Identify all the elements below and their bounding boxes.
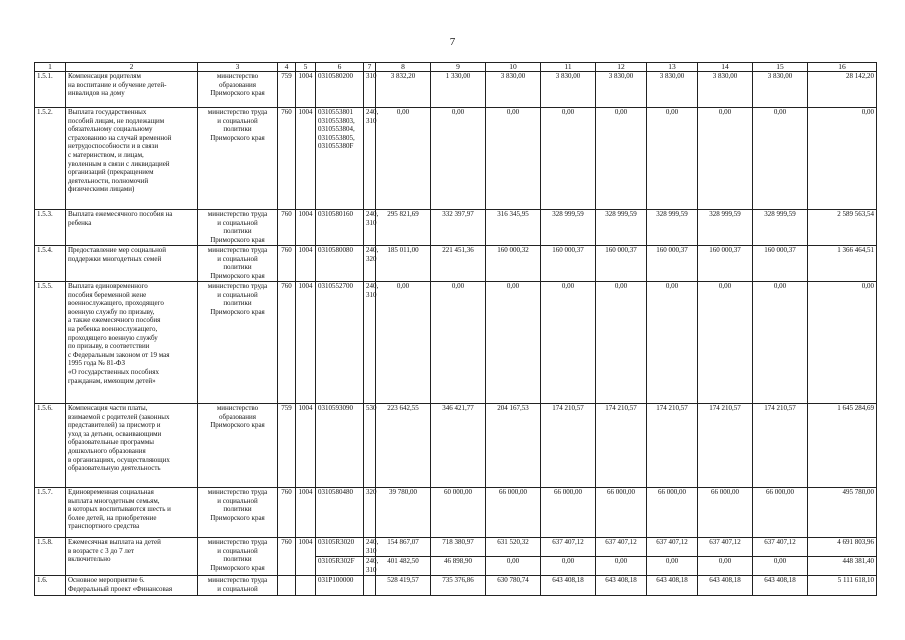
table-row bbox=[35, 282, 877, 404]
section-code: 1004 bbox=[296, 72, 316, 108]
year-value: 66 000,00 bbox=[596, 488, 647, 538]
year-value: 0,00 bbox=[753, 108, 808, 210]
column-number: 14 bbox=[698, 63, 753, 72]
year-value: 66 000,00 bbox=[541, 488, 596, 538]
expense-type-code: 240, 310 bbox=[364, 108, 376, 210]
column-number: 1 bbox=[35, 63, 66, 72]
table-row bbox=[35, 108, 877, 210]
column-number-row bbox=[35, 63, 877, 72]
expense-type-code bbox=[364, 576, 376, 596]
table-row bbox=[35, 72, 877, 108]
year-value: 66 000,00 bbox=[486, 488, 541, 538]
item-name: Компенсация родителям на воспитание и обучение детей- инвалидов на дому bbox=[66, 72, 198, 108]
year-value: 3 830,00 bbox=[486, 72, 541, 108]
table-row bbox=[35, 246, 877, 282]
target-article-code: 0310580200 bbox=[316, 72, 364, 108]
year-value: 0,00 bbox=[541, 282, 596, 404]
year-value-secondary: 0,00 bbox=[773, 557, 787, 565]
year-value: 316 345,95 bbox=[486, 210, 541, 246]
section-code: 1004 bbox=[296, 488, 316, 538]
year-value-primary: 631 520,32 bbox=[486, 538, 540, 557]
column-number: 5 bbox=[296, 63, 316, 72]
table-row bbox=[35, 576, 877, 596]
expense-type-code: 240, 310 bbox=[364, 282, 376, 404]
target-article-code-secondary: 03105R302F bbox=[318, 557, 355, 565]
table-row bbox=[35, 488, 877, 538]
expense-type-code: 320 bbox=[364, 488, 376, 538]
item-name: Выплата ежемесячного пособия на ребенка bbox=[66, 210, 198, 246]
year-value: 0,00 bbox=[596, 282, 647, 404]
year-value-primary: 637 407,12 bbox=[541, 538, 595, 557]
year-value: 160 000,37 bbox=[541, 246, 596, 282]
year-value: 3 830,00 bbox=[596, 72, 647, 108]
item-name: Выплата единовременного пособия беременной жене военнослужащего, проходящего военную службу по призыву, а также ежемесячного пособия на ребенка военнослужащего, проходящего военную службу по призыву, в соответствии с Федеральным законом от 19 мая 1995 года № 81-ФЗ «О государственных пособиях гражданам, имеющим детей» bbox=[66, 282, 198, 404]
year-value: 160 000,37 bbox=[753, 246, 808, 282]
year-value bbox=[753, 538, 808, 576]
year-value: 160 000,37 bbox=[596, 246, 647, 282]
grbs-code: 760 bbox=[278, 488, 296, 538]
year-value: 630 780,74 bbox=[486, 576, 541, 596]
year-value-secondary: 0,00 bbox=[614, 557, 628, 565]
column-number: 13 bbox=[647, 63, 698, 72]
total-value: 1 645 284,69 bbox=[808, 404, 877, 488]
column-number: 4 bbox=[278, 63, 296, 72]
executor: министерство труда и социальной политики Приморского края bbox=[198, 108, 278, 210]
year-value: 3 832,20 bbox=[376, 72, 431, 108]
executor: министерство труда и социальной политики Приморского края bbox=[198, 210, 278, 246]
year-value: 0,00 bbox=[431, 282, 486, 404]
year-value-secondary: 0,00 bbox=[665, 557, 679, 565]
item-name: Предоставление мер социальной поддержки многодетных семей bbox=[66, 246, 198, 282]
year-value: 3 830,00 bbox=[698, 72, 753, 108]
grbs-code: 760 bbox=[278, 108, 296, 210]
item-number: 1.5.4. bbox=[35, 246, 66, 282]
year-value bbox=[376, 538, 431, 576]
year-value: 60 000,00 bbox=[431, 488, 486, 538]
year-value: 160 000,37 bbox=[698, 246, 753, 282]
column-number: 6 bbox=[316, 63, 364, 72]
target-article-code bbox=[316, 538, 364, 576]
total-value: 0,00 bbox=[808, 282, 877, 404]
total-value: 28 142,20 bbox=[808, 72, 877, 108]
year-value: 66 000,00 bbox=[753, 488, 808, 538]
section-code: 1004 bbox=[296, 246, 316, 282]
total-value: 2 589 563,54 bbox=[808, 210, 877, 246]
expense-type-code-secondary: 240, 310 bbox=[366, 557, 379, 574]
target-article-code: 0310580480 bbox=[316, 488, 364, 538]
grbs-code: 760 bbox=[278, 246, 296, 282]
year-value: 174 210,57 bbox=[753, 404, 808, 488]
section-code bbox=[296, 576, 316, 596]
item-number: 1.5.5. bbox=[35, 282, 66, 404]
expense-type-code: 530 bbox=[364, 404, 376, 488]
year-value: 0,00 bbox=[486, 282, 541, 404]
year-value: 528 419,57 bbox=[376, 576, 431, 596]
executor: министерство труда и социальной политики Приморского края bbox=[198, 282, 278, 404]
year-value bbox=[647, 538, 698, 576]
section-code: 1004 bbox=[296, 108, 316, 210]
total-value bbox=[808, 538, 877, 576]
year-value: 3 830,00 bbox=[647, 72, 698, 108]
year-value: 328 999,59 bbox=[596, 210, 647, 246]
item-number: 1.5.3. bbox=[35, 210, 66, 246]
year-value: 643 408,18 bbox=[541, 576, 596, 596]
year-value: 328 999,59 bbox=[647, 210, 698, 246]
budget-table bbox=[34, 62, 877, 596]
year-value: 643 408,18 bbox=[698, 576, 753, 596]
section-code: 1004 bbox=[296, 282, 316, 404]
year-value: 643 408,18 bbox=[647, 576, 698, 596]
executor: министерство образования Приморского края bbox=[198, 72, 278, 108]
total-value-primary: 4 691 803,96 bbox=[808, 538, 876, 557]
year-value-primary: 637 407,12 bbox=[647, 538, 697, 557]
total-value: 1 366 464,51 bbox=[808, 246, 877, 282]
year-value: 328 999,59 bbox=[541, 210, 596, 246]
year-value bbox=[541, 538, 596, 576]
year-value: 332 397,97 bbox=[431, 210, 486, 246]
grbs-code: 759 bbox=[278, 72, 296, 108]
year-value: 0,00 bbox=[698, 282, 753, 404]
executor: министерство образования Приморского края bbox=[198, 404, 278, 488]
total-value: 0,00 bbox=[808, 108, 877, 210]
item-number: 1.5.7. bbox=[35, 488, 66, 538]
expense-type-code: 240, 310 bbox=[364, 210, 376, 246]
executor: министерство труда и социальной политики Приморского края bbox=[198, 246, 278, 282]
total-value: 5 111 618,10 bbox=[808, 576, 877, 596]
column-number: 11 bbox=[541, 63, 596, 72]
year-value: 643 408,18 bbox=[596, 576, 647, 596]
year-value bbox=[698, 538, 753, 576]
year-value-primary: 718 380,97 bbox=[431, 538, 485, 557]
year-value: 1 330,00 bbox=[431, 72, 486, 108]
year-value: 160 000,32 bbox=[486, 246, 541, 282]
year-value bbox=[596, 538, 647, 576]
expense-type-code bbox=[364, 538, 379, 576]
grbs-code: 759 bbox=[278, 404, 296, 488]
item-number: 1.5.8. bbox=[35, 538, 66, 576]
column-number: 7 bbox=[364, 63, 376, 72]
year-value: 160 000,37 bbox=[647, 246, 698, 282]
year-value-secondary: 46 898,90 bbox=[444, 557, 472, 565]
column-number: 2 bbox=[66, 63, 198, 72]
column-number: 3 bbox=[198, 63, 278, 72]
year-value: 328 999,59 bbox=[698, 210, 753, 246]
target-article-code: 0310553801 0310553803, 0310553804, 0310553805, 031055380F bbox=[316, 108, 364, 210]
section-code: 1004 bbox=[296, 404, 316, 488]
year-value: 174 210,57 bbox=[596, 404, 647, 488]
target-article-code: 0310580080 bbox=[316, 246, 364, 282]
year-value: 328 999,59 bbox=[753, 210, 808, 246]
item-name: Компенсация части платы, взимаемой с родителей (законных представителей) за присмотр и уход за детьми, осваивающими образовательные программы дошкольного образования в организациях, осуществляющих образовательную деятельность bbox=[66, 404, 198, 488]
item-name: Основное мероприятие 6. Федеральный проект «Финансовая bbox=[66, 576, 198, 596]
year-value: 66 000,00 bbox=[647, 488, 698, 538]
year-value: 0,00 bbox=[647, 108, 698, 210]
year-value: 0,00 bbox=[698, 108, 753, 210]
item-name: Выплата государственных пособий лицам, не подлежащим обязательному социальному страхованию на случай временной нетрудоспособности и в связи с материнством, и лицам, уволенным в связи с ликвидацией организаций (прекращением деятельности, полномочий физическими лицами) bbox=[66, 108, 198, 210]
year-value: 643 408,18 bbox=[753, 576, 808, 596]
grbs-code bbox=[278, 576, 296, 596]
item-number: 1.5.2. bbox=[35, 108, 66, 210]
table-row bbox=[35, 210, 877, 246]
page-number: 7 bbox=[449, 36, 456, 48]
year-value: 223 642,55 bbox=[376, 404, 431, 488]
year-value: 0,00 bbox=[647, 282, 698, 404]
year-value: 0,00 bbox=[431, 108, 486, 210]
expense-type-code: 240, 320 bbox=[364, 246, 376, 282]
column-number: 10 bbox=[486, 63, 541, 72]
column-number: 16 bbox=[808, 63, 877, 72]
table-row bbox=[35, 538, 877, 576]
column-number: 12 bbox=[596, 63, 647, 72]
grbs-code: 760 bbox=[278, 538, 296, 576]
item-number: 1.5.6. bbox=[35, 404, 66, 488]
year-value: 221 451,36 bbox=[431, 246, 486, 282]
section-code: 1004 bbox=[296, 538, 316, 576]
grbs-code: 760 bbox=[278, 210, 296, 246]
year-value: 295 821,69 bbox=[376, 210, 431, 246]
executor: министерство труда и социальной bbox=[198, 576, 278, 596]
year-value: 0,00 bbox=[596, 108, 647, 210]
year-value-secondary: 0,00 bbox=[561, 557, 575, 565]
section-code: 1004 bbox=[296, 210, 316, 246]
year-value: 3 830,00 bbox=[753, 72, 808, 108]
year-value-secondary: 0,00 bbox=[718, 557, 732, 565]
year-value: 0,00 bbox=[541, 108, 596, 210]
year-value: 0,00 bbox=[376, 282, 431, 404]
year-value bbox=[486, 538, 541, 576]
grbs-code: 760 bbox=[278, 282, 296, 404]
year-value-primary: 637 407,12 bbox=[753, 538, 807, 557]
year-value-primary: 637 407,12 bbox=[596, 538, 646, 557]
year-value: 174 210,57 bbox=[698, 404, 753, 488]
item-number: 1.5.1. bbox=[35, 72, 66, 108]
year-value: 66 000,00 bbox=[698, 488, 753, 538]
target-article-code: 031P100000 bbox=[316, 576, 364, 596]
column-number: 15 bbox=[753, 63, 808, 72]
year-value: 174 210,57 bbox=[647, 404, 698, 488]
expense-type-code: 310 bbox=[364, 72, 376, 108]
year-value: 346 421,77 bbox=[431, 404, 486, 488]
expense-type-code-primary: 240, 310 bbox=[364, 538, 375, 557]
year-value-secondary: 0,00 bbox=[506, 557, 520, 565]
year-value-primary: 154 867,07 bbox=[376, 538, 430, 557]
year-value bbox=[431, 538, 486, 576]
year-value: 0,00 bbox=[376, 108, 431, 210]
year-value: 735 376,86 bbox=[431, 576, 486, 596]
item-name: Единовременная социальная выплата многодетным семьям, в которых воспитываются шесть и более детей, на приобретение транспортного средства bbox=[66, 488, 198, 538]
year-value-secondary: 401 482,50 bbox=[387, 557, 419, 565]
item-name: Ежемесячная выплата на детей в возрасте с 3 до 7 лет включительно bbox=[66, 538, 198, 576]
executor: министерство труда и социальной политики Приморского края bbox=[198, 488, 278, 538]
target-article-code: 0310580160 bbox=[316, 210, 364, 246]
year-value: 185 011,00 bbox=[376, 246, 431, 282]
year-value: 39 780,00 bbox=[376, 488, 431, 538]
year-value: 204 167,53 bbox=[486, 404, 541, 488]
executor: министерство труда и социальной политики Приморского края bbox=[198, 538, 278, 576]
total-value-secondary: 448 381,40 bbox=[842, 557, 874, 565]
column-number: 8 bbox=[376, 63, 431, 72]
year-value: 0,00 bbox=[486, 108, 541, 210]
target-article-code-primary: 03105R3020 bbox=[316, 538, 363, 557]
year-value: 3 830,00 bbox=[541, 72, 596, 108]
year-value: 174 210,57 bbox=[541, 404, 596, 488]
column-number: 9 bbox=[431, 63, 486, 72]
target-article-code: 0310593090 bbox=[316, 404, 364, 488]
table-row bbox=[35, 404, 877, 488]
year-value-primary: 637 407,12 bbox=[698, 538, 752, 557]
item-number: 1.6. bbox=[35, 576, 66, 596]
target-article-code: 0310552700 bbox=[316, 282, 364, 404]
total-value: 495 780,00 bbox=[808, 488, 877, 538]
year-value: 0,00 bbox=[753, 282, 808, 404]
